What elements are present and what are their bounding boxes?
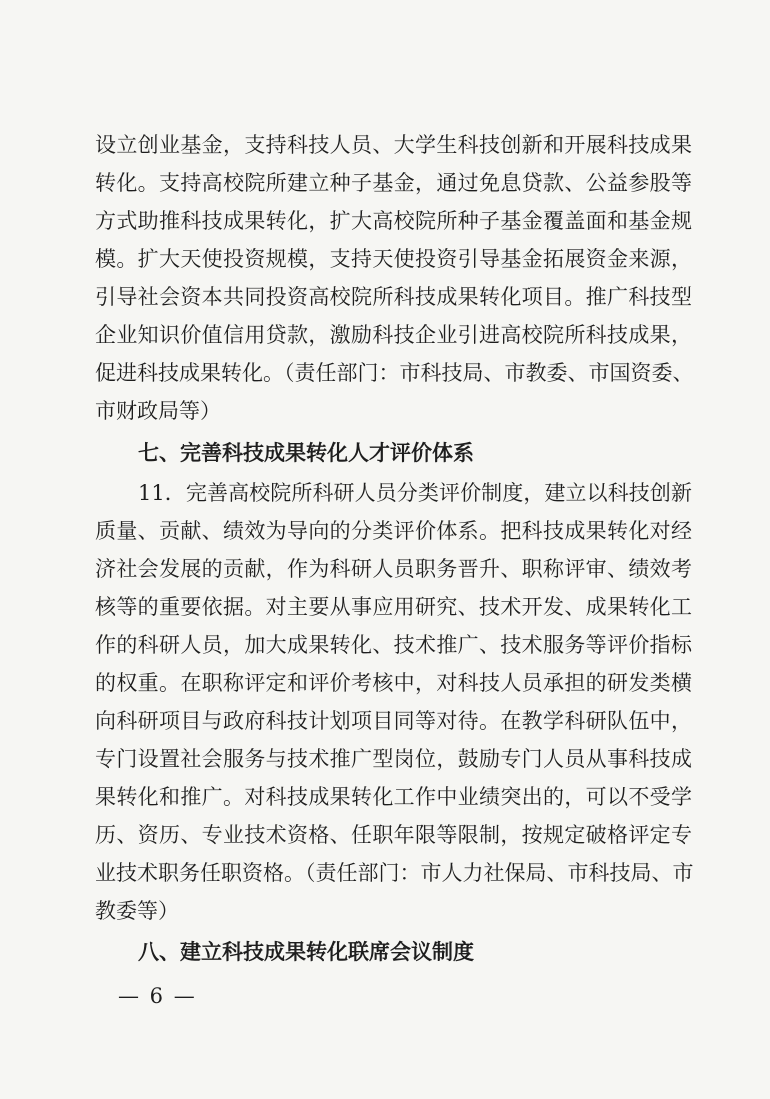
text-line: 方式助推科技成果转化，扩大高校院所种子基金覆盖面和基金规 [95, 209, 692, 233]
text-line: 教委等） [95, 899, 179, 923]
text-line: 济社会发展的贡献，作为科研人员职务晋升、职称评审、绩效考 [95, 557, 692, 581]
text-line: 模。扩大天使投资规模，支持天使投资引导基金拓展资金来源， [95, 247, 692, 271]
text-line: 核等的重要依据。对主要从事应用研究、技术开发、成果转化工 [95, 595, 692, 619]
section-heading-7: 七、完善科技成果转化人才评价体系 [138, 441, 474, 465]
text-line: 果转化和推广。对科技成果转化工作中业绩突出的，可以不受学 [95, 785, 692, 809]
text-line: 历、资历、专业技术资格、任职年限等限制，按规定破格评定专 [95, 823, 692, 847]
text-line: 促进科技成果转化。（责任部门：市科技局、市教委、市国资委、 [95, 361, 694, 385]
text-line: 专门设置社会服务与技术推广型岗位，鼓励专门人员从事科技成 [95, 747, 692, 771]
text-line: 转化。支持高校院所建立种子基金，通过免息贷款、公益参股等 [95, 171, 692, 195]
section-heading-8: 八、建立科技成果转化联席会议制度 [138, 940, 474, 964]
text-line: 业技术职务任职资格。（责任部门：市人力社保局、市科技局、市 [95, 861, 694, 885]
text-line: 设立创业基金，支持科技人员、大学生科技创新和开展科技成果 [95, 133, 692, 157]
text-line: 作的科研人员，加大成果转化、技术推广、技术服务等评价指标 [95, 633, 692, 657]
text-line: 11．完善高校院所科研人员分类评价制度，建立以科技创新 [138, 481, 692, 505]
text-line: 向科研项目与政府科技计划项目同等对待。在教学科研队伍中， [95, 709, 692, 733]
text-line: 的权重。在职称评定和评价考核中，对科技人员承担的研发类横 [95, 671, 692, 695]
text-line: 企业知识价值信用贷款，激励科技企业引进高校院所科技成果， [95, 323, 692, 347]
text-line: 引导社会资本共同投资高校院所科技成果转化项目。推广科技型 [95, 285, 692, 309]
text-line: 市财政局等） [95, 399, 221, 423]
text-line: 质量、贡献、绩效为导向的分类评价体系。把科技成果转化对经 [95, 519, 692, 543]
page-number: — 6 — [118, 984, 197, 1008]
